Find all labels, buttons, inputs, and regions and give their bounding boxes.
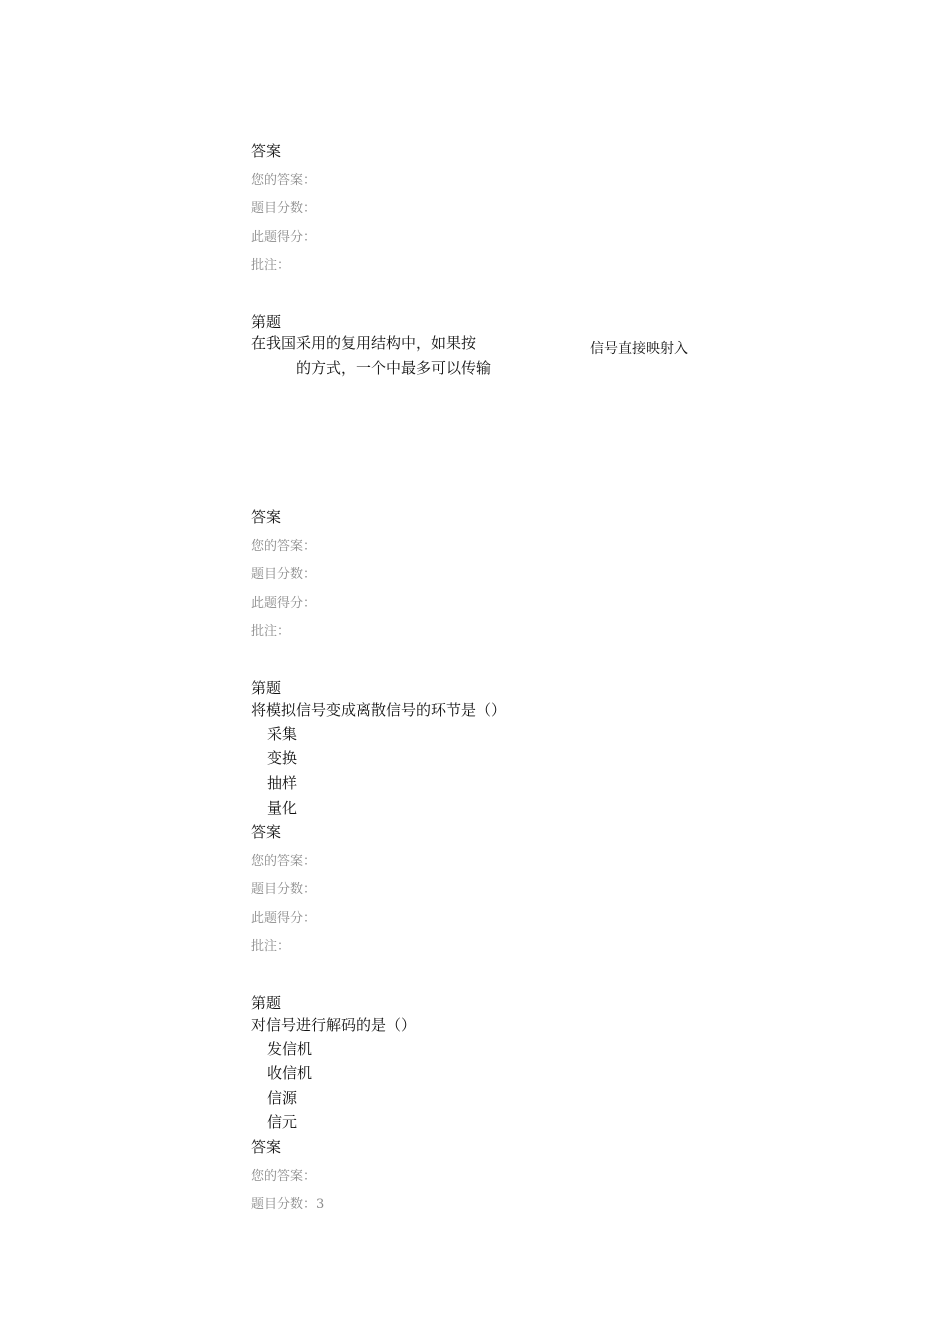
- your-answer-label: 您的答案：: [251, 539, 317, 554]
- this-score-label: 此题得分：: [251, 911, 317, 926]
- question-text: 对信号进行解码的是（）: [251, 1016, 417, 1034]
- option-item: 发信机: [267, 1040, 313, 1058]
- comment-label: 批注：: [251, 939, 291, 954]
- comment-label: 批注：: [251, 258, 291, 273]
- option-item: 量化: [267, 799, 298, 817]
- question-text: 将模拟信号变成离散信号的环节是（）: [251, 701, 507, 719]
- question-score-label: 题目分数：: [251, 882, 317, 897]
- your-answer-label: 您的答案：: [251, 854, 317, 869]
- question-text-line1: 在我国采用的复用结构中，如果按: [251, 334, 477, 352]
- this-score-label: 此题得分：: [251, 230, 317, 245]
- your-answer-label: 您的答案：: [251, 173, 317, 188]
- side-note: 信号直接映射入: [590, 341, 688, 357]
- option-item: 抽样: [267, 774, 298, 792]
- this-score-label: 此题得分：: [251, 596, 317, 611]
- answer-heading: 答案: [251, 823, 282, 841]
- question-heading: 第题: [251, 679, 282, 697]
- your-answer-label: 您的答案：: [251, 1169, 317, 1184]
- question-heading: 第题: [251, 313, 282, 331]
- comment-label: 批注：: [251, 624, 291, 639]
- answer-heading: 答案: [251, 142, 282, 160]
- question-score-label: 题目分数：3: [251, 1197, 325, 1212]
- question-text-line2: 的方式，一个中最多可以传输: [296, 359, 492, 377]
- option-item: 信元: [267, 1113, 298, 1131]
- option-item: 采集: [267, 725, 298, 743]
- option-item: 变换: [267, 749, 298, 767]
- answer-heading: 答案: [251, 508, 282, 526]
- question-heading: 第题: [251, 994, 282, 1012]
- answer-heading: 答案: [251, 1138, 282, 1156]
- option-item: 信源: [267, 1089, 298, 1107]
- question-score-label: 题目分数：: [251, 201, 317, 216]
- option-item: 收信机: [267, 1064, 313, 1082]
- question-score-label: 题目分数：: [251, 567, 317, 582]
